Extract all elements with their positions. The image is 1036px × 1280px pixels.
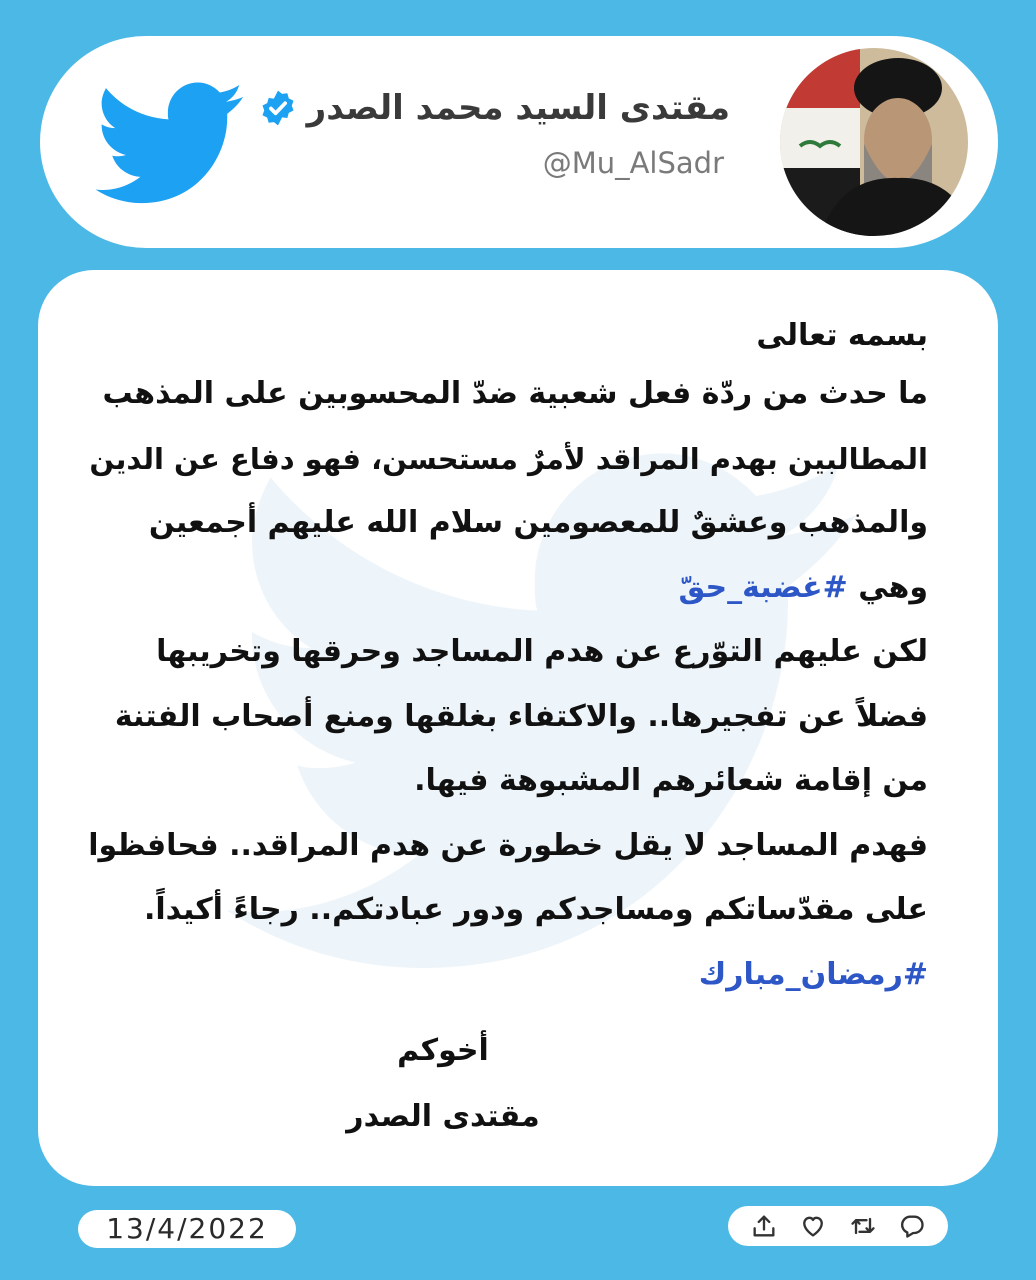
tweet-line: لكن عليهم التوّرع عن هدم المساجد وحرقها وتخريبها <box>156 634 928 669</box>
tweet-line: فهدم المساجد لا يقل خطورة عن هدم المراقد.. فحافظوا <box>88 827 928 863</box>
share-button[interactable] <box>750 1212 778 1240</box>
tweet-line-prefix: وهي <box>847 569 928 605</box>
tweet-line: ما حدث من ردّة فعل شعبية ضدّ المحسوبين على المذهب <box>102 376 928 411</box>
tweet-line <box>78 556 928 621</box>
display-name[interactable]: مقتدى السيد محمد الصدر <box>306 88 730 128</box>
tweet-date: 13/4/2022 <box>78 1210 296 1248</box>
like-button[interactable] <box>799 1212 827 1240</box>
share-icon <box>750 1212 778 1240</box>
hashtag-link[interactable]: #غضبة_حقّ <box>678 569 848 605</box>
retweet-icon <box>849 1212 877 1240</box>
verified-badge-icon <box>259 89 297 127</box>
tweet-line: فضلاً عن تفجيرها.. والاكتفاء بغلقها ومنع أصحاب الفتنة <box>114 698 928 734</box>
like-icon <box>799 1212 827 1240</box>
profile-header <box>40 36 998 248</box>
tweet-text <box>78 310 928 1007</box>
retweet-button[interactable] <box>849 1212 877 1240</box>
tweet-line: على مقدّساتكم ومساجدكم ودور عبادتكم.. رجاءً أكيداً. <box>143 892 928 927</box>
profile-name-block <box>250 88 730 180</box>
reply-icon <box>898 1212 926 1240</box>
avatar-portrait <box>780 48 968 236</box>
tweet-line <box>78 943 928 1008</box>
tweet-card <box>38 270 998 1186</box>
tweet-actions <box>728 1206 948 1246</box>
tweet-line-greeting: بسمه تعالى <box>756 318 928 353</box>
tweet-line: والمذهب وعشقٌ للمعصومين سلام الله عليهم أجمعين <box>148 505 928 540</box>
signature <box>338 1018 548 1150</box>
signature-name: مقتدى الصدر <box>346 1099 540 1134</box>
signature-line: أخوكم <box>397 1033 489 1068</box>
twitter-bird-icon <box>96 80 246 210</box>
tweet-line: من إقامة شعائرهم المشبوهة فيها. <box>414 763 928 798</box>
hashtag-link[interactable]: #رمضان_مبارك <box>698 956 928 992</box>
avatar[interactable] <box>780 48 968 236</box>
reply-button[interactable] <box>898 1212 926 1240</box>
tweet-line: المطالبين بهدم المراقد لأمرٌ مستحسن، فهو دفاع عن الدين <box>89 441 928 476</box>
handle[interactable]: @Mu_AlSadr <box>542 146 724 180</box>
